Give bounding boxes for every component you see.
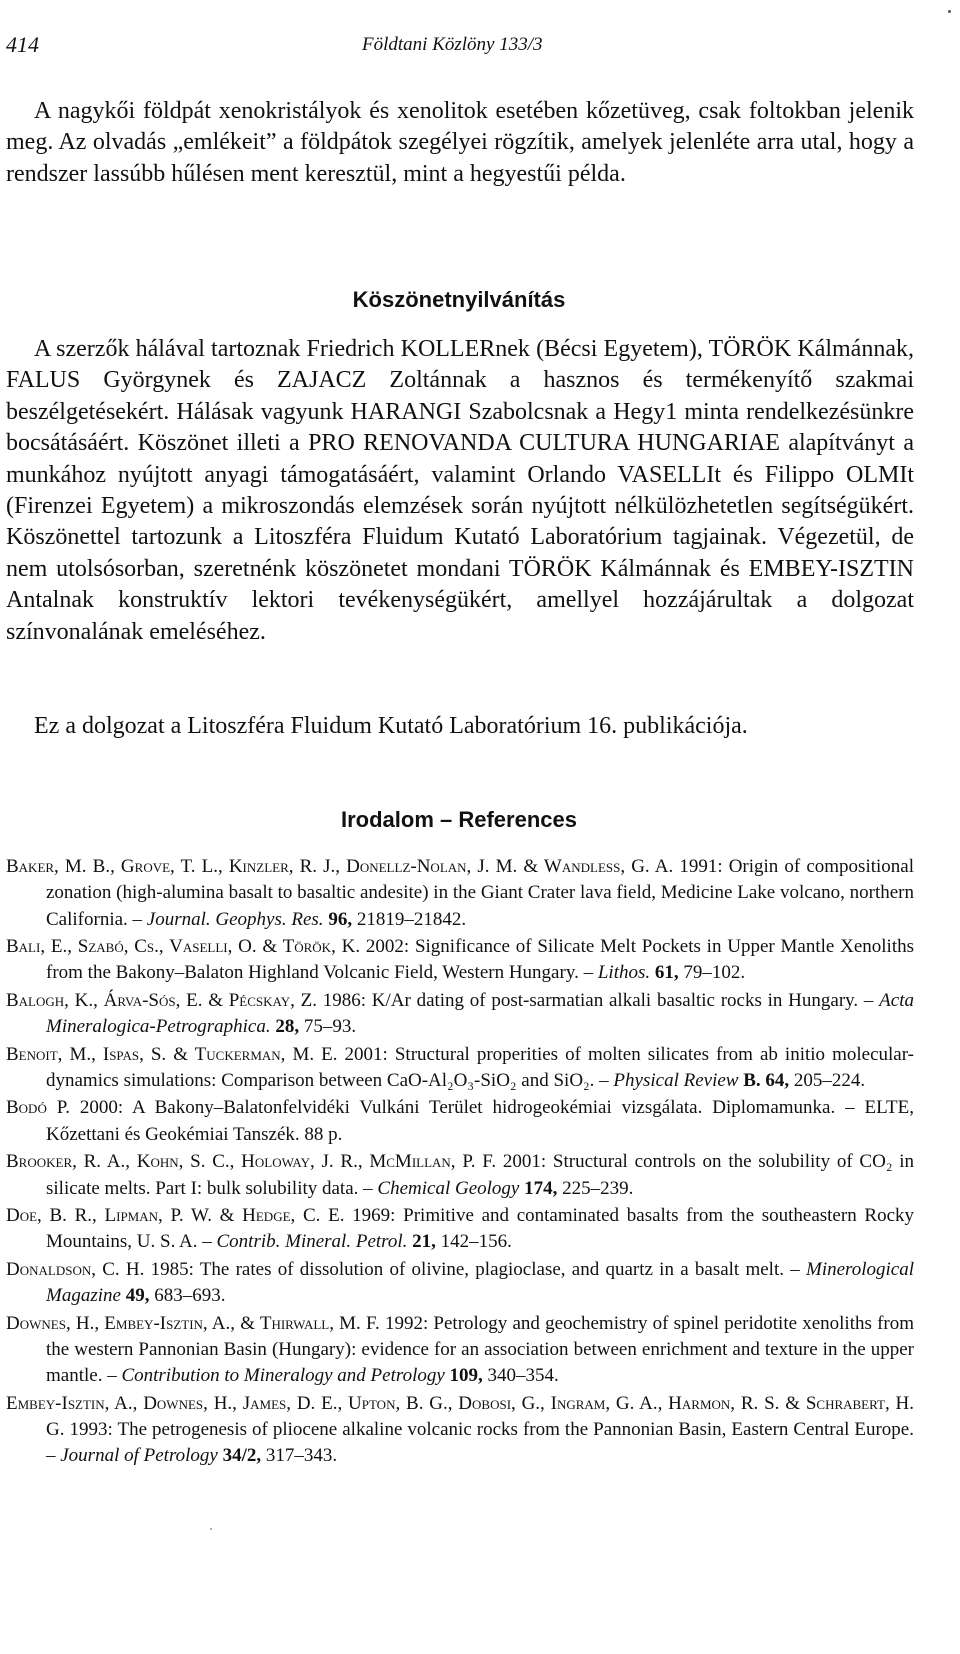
reference-volume: 28,: [270, 1016, 300, 1038]
reference-authors: Embey-Isztin, A., Downes, H., James, D. E., Upton, B. G., Dobosi, G., Ingram, G. A., Harmon, R. S. & Schrabert, H. G.: [6, 1392, 914, 1440]
reference-authors: Benoit, M., Ispas, S. & Tuckerman, M. E.: [6, 1043, 338, 1065]
reference-authors: Doe, B. R., Lipman, P. W. & Hedge, C. E.: [6, 1204, 345, 1226]
reference-pages: 79–102.: [678, 962, 746, 984]
reference-entry: [6, 1311, 914, 1390]
reference-list: [6, 854, 914, 1471]
scan-speck: [210, 1528, 212, 1530]
body-paragraph: A nagykői földpát xenokristályok és xenolitok esetében kőzetüveg, csak foltokban jelenik meg. Az olvadás „emlékeit” a földpátok szegélyei rögzítik, amelyek jelenléte arra utal, hogy a rendszer lassúbb hűlésen ment keresztül, mint a hegyestűi példa.: [6, 98, 914, 187]
reference-volume: 34/2,: [217, 1445, 262, 1467]
reference-source: Lithos.: [597, 962, 651, 984]
scan-speck: [948, 10, 951, 13]
reference-source: Journal of Petrology: [60, 1445, 218, 1467]
reference-entry: [6, 1203, 914, 1256]
reference-entry: [6, 1391, 914, 1470]
reference-volume: 61,: [650, 962, 679, 984]
reference-text: 2001: Structural properities of molten silicates from ab initio molecular-dynamics simulations: Comparison between CaO-Al₂O₃-SiO₂ and SiO₂. –: [46, 1043, 914, 1091]
reference-pages: 317–343.: [261, 1445, 338, 1467]
reference-text: 1969: Primitive and contaminated basalts from the southeastern Rocky Mountains, U. S. A. –: [46, 1204, 915, 1253]
reference-volume: B. 64,: [738, 1069, 790, 1091]
reference-source: Acta Mineralogica-Petrographica.: [46, 989, 914, 1038]
reference-text: 2002: Significance of Silicate Melt Pockets in Upper Mantle Xenoliths from the Bakony–Balaton Highland Volcanic Field, Western Hungary. –: [46, 936, 914, 984]
acknowledgement-heading: Köszönetnyilvánítás: [352, 287, 566, 312]
reference-text: 1992: Petrology and geochemistry of spinel peridotite xenoliths from the western Pannonian Basin (Hungary): evidence for an association between enrichment and texture in the upper mantle. –: [46, 1312, 915, 1387]
reference-pages: 225–239.: [557, 1177, 634, 1199]
reference-pages: 142–156.: [435, 1231, 512, 1253]
reference-source: Minerological Magazine: [46, 1258, 914, 1307]
reference-authors: Baker, M. B., Grove, T. L., Kinzler, R. J., Donellz-Nolan, J. M. & Wandless, G. A.: [6, 856, 674, 877]
reference-text: 1985: The rates of dissolution of olivine, plagioclase, and quartz in a basalt melt. –: [144, 1258, 806, 1280]
reference-entry: [6, 1257, 914, 1310]
reference-entry: [6, 1042, 914, 1095]
reference-pages: 340–354.: [482, 1365, 559, 1387]
publication-statement: Ez a dolgozat a Litoszféra Fluidum Kutató Laboratórium 16. publikációja.: [34, 713, 748, 739]
reference-entry: [6, 934, 914, 987]
reference-pages: 205–224.: [789, 1069, 866, 1091]
reference-pages: 75–93.: [299, 1016, 357, 1038]
page-number: 414: [6, 32, 39, 57]
reference-text: 1991: Origin of compositional zonation (high-alumina basalt to basaltic andesite) in the Giant Crater lava field, Medicine Lake volcano, northern California. –: [46, 856, 914, 930]
reference-volume: 109,: [444, 1365, 483, 1387]
reference-text: 1993: The petrogenesis of pliocene alkaline volcanic rocks from the Pannonian Basin, Eastern Central Europe. –: [46, 1418, 914, 1467]
reference-source: Chemical Geology: [377, 1177, 520, 1199]
reference-entry: [6, 988, 914, 1041]
reference-text: 2001: Structural controls on the solubility of CO₂ in silicate melts. Part I: bulk solubility data. –: [46, 1151, 914, 1199]
references-heading: Irodalom – References: [341, 807, 577, 832]
reference-entry: [6, 1095, 914, 1148]
reference-source: Contrib. Mineral. Petrol.: [216, 1231, 408, 1253]
reference-authors: Balogh, K., Árva-Sós, E. & Pécskay, Z.: [6, 989, 317, 1011]
reference-authors: Bali, E., Szabó, Cs., Vaselli, O. & Török, K.: [6, 936, 361, 958]
reference-volume: 21,: [407, 1231, 436, 1253]
reference-volume: 96,: [323, 908, 353, 930]
reference-text: 1986: K/Ar dating of post-sarmatian alkali basaltic rocks in Hungary. –: [316, 989, 880, 1011]
acknowledgement-text: A szerzők hálával tartoznak Friedrich KOLLERnek (Bécsi Egyetem), TÖRÖK Kálmánnak, FALUS Györgynek és ZAJACZ Zoltánnak a hasznos és termékenyítő szakmai beszélgetésekért. Hálásak vagyunk HARANGI Szabolcsnak a Hegy1 minta rendelkezésünkre bocsátásáért. Köszönet illeti a PRO RENOVANDA CULTURA HUNGARIAE alapítványt a munkához nyújtott anyagi támogatásáért, valamint Orlando VASELLIt és Filippo OLMIt (Firenzei Egyetem) a mikroszondás elemzések során nyújtott nélkülözhetetlen segítségükért. Köszönettel tartozunk a Litoszféra Fluidum Kutató Laboratórium tagjainak. Végezetül, de nem utolsósorban, szeretnénk köszönetet mondani TÖRÖK Kálmánnak és EMBEY-ISZTIN Antalnak konstruktív lektori tevékenységükért, amellyel hozzájárultak a dolgozat színvonalának emeléséhez.: [6, 336, 914, 645]
page-header: [0, 32, 960, 60]
reference-authors: Bodó P.: [6, 1097, 70, 1119]
reference-volume: 49,: [120, 1285, 150, 1307]
reference-volume: 174,: [519, 1177, 558, 1199]
reference-source: Contribution to Mineralogy and Petrology: [121, 1365, 445, 1387]
reference-entry: [6, 1149, 914, 1202]
reference-authors: Brooker, R. A., Kohn, S. C., Holoway, J. R., McMillan, P. F.: [6, 1151, 497, 1173]
reference-source: Physical Review: [613, 1069, 739, 1091]
journal-title: Földtani Közlöny 133/3: [362, 34, 543, 55]
reference-authors: Donaldson, C. H.: [6, 1258, 145, 1280]
reference-source: Journal. Geophys. Res.: [146, 908, 324, 930]
reference-pages: 683–693.: [149, 1285, 226, 1307]
reference-authors: Downes, H., Embey-Isztin, A., & Thirwall, M. F.: [6, 1312, 380, 1334]
reference-entry: [6, 854, 914, 933]
reference-pages: 21819–21842.: [352, 908, 467, 930]
reference-text: 2000: A Bakony–Balatonfelvidéki Vulkáni Terület hidrogeokémiai vizsgálata. Diplomamunka. – ELTE, Kőzettani és Geokémiai Tanszék. 88 p.: [46, 1097, 914, 1145]
